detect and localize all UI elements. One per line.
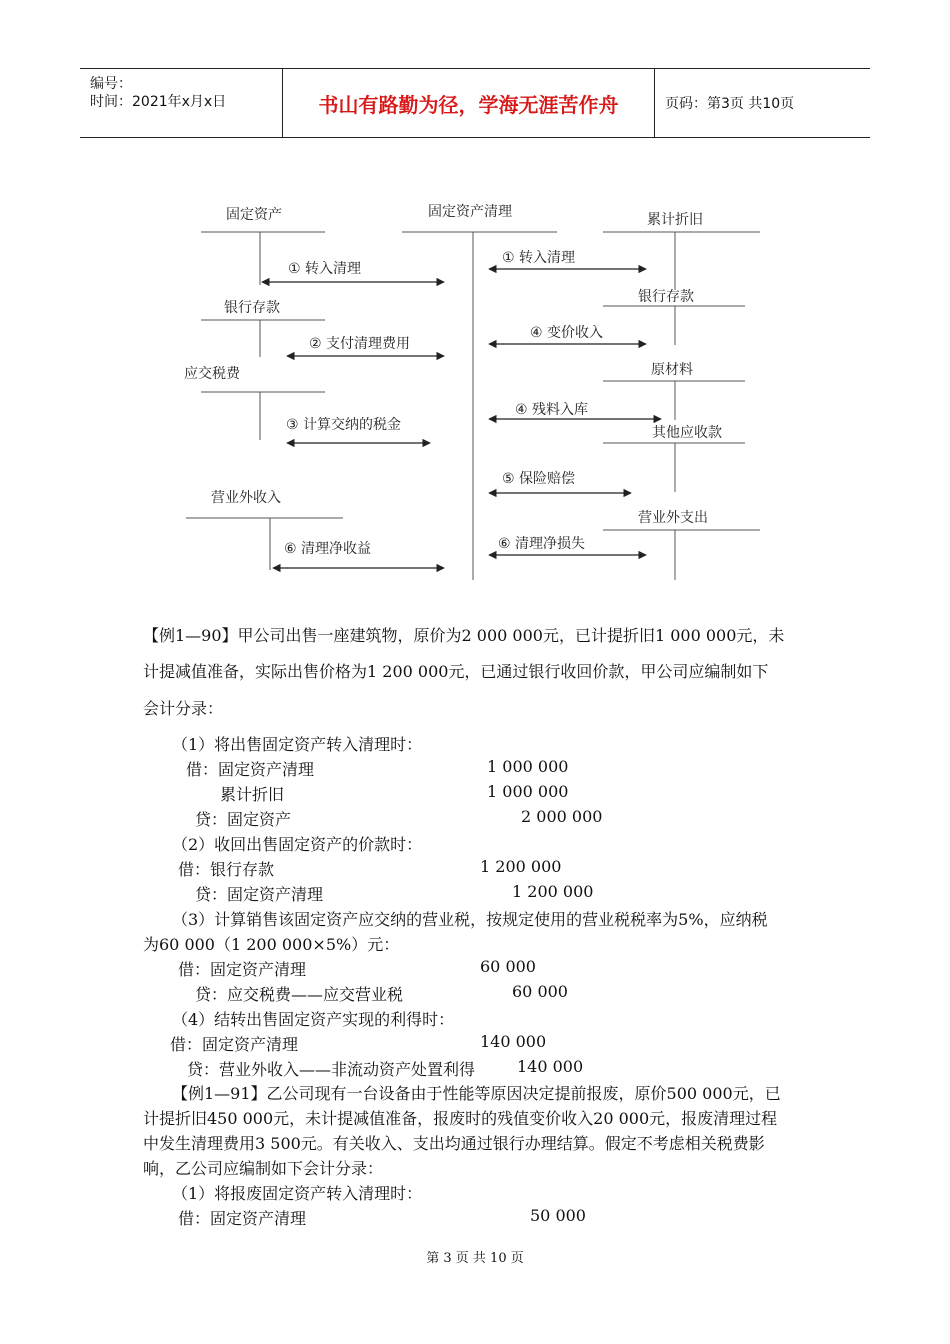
document-number: 编号： — [90, 76, 132, 92]
ex90-s4-credit1: 贷：营业外收入——非流动资产处置利得 — [187, 1060, 476, 1079]
document-date: 时间：2021年x月x日 — [90, 94, 227, 110]
ex90-s3-debit1: 借：固定资产清理 — [178, 960, 307, 979]
flow-label-4b: ④ 残料入库 — [515, 402, 589, 418]
ex90-step2: （2）收回出售固定资产的价款时： — [172, 835, 423, 854]
label-tax-payable: 应交税费 — [184, 366, 240, 382]
flow-label-6-left: ⑥ 清理净收益 — [284, 541, 372, 557]
label-raw-materials: 原材料 — [651, 362, 693, 378]
clearing-flow-diagram — [0, 0, 950, 600]
ex90-step3: （3）计算销售该固定资产应交纳的营业税，按规定使用的营业税税率为5%，应纳税 — [172, 910, 768, 929]
ex90-s1-credit1: 贷：固定资产 — [195, 810, 292, 829]
ex90-s4-debit1-amount: 140 000 — [480, 1032, 547, 1051]
label-bank-left: 银行存款 — [224, 300, 280, 316]
ex91-line2: 计提折旧450 000元，未计提减值准备，报废时的残值变价收入20 000元，报废清理过程 — [143, 1109, 778, 1128]
label-bank-right: 银行存款 — [638, 289, 694, 305]
flow-label-3: ③ 计算交纳的税金 — [286, 417, 402, 433]
ex90-s2-debit1: 借：银行存款 — [178, 860, 275, 879]
ex90-line1: 【例1—90】甲公司出售一座建筑物，原价为2 000 000元，已计提折旧1 000 000元，未 — [143, 626, 785, 645]
flow-label-6-right: ⑥ 清理净损失 — [498, 536, 586, 552]
ex90-s1-debit2: 累计折旧 — [220, 785, 285, 804]
label-clearing: 固定资产清理 — [428, 204, 512, 220]
ex90-s4-debit1: 借：固定资产清理 — [170, 1035, 299, 1054]
ex91-s1-debit1: 借：固定资产清理 — [178, 1209, 307, 1228]
ex90-s2-credit1-amount: 1 200 000 — [512, 882, 594, 901]
ex91-s1-debit1-amount: 50 000 — [530, 1206, 586, 1225]
ex90-step1: （1）将出售固定资产转入清理时： — [172, 735, 423, 754]
label-nonop-expense: 营业外支出 — [638, 510, 708, 526]
ex90-s2-credit1: 贷：固定资产清理 — [195, 885, 324, 904]
header-motto: 书山有路勤为径，学海无涯苦作舟 — [283, 69, 655, 137]
ex91-line4: 响，乙公司应编制如下会计分录： — [143, 1159, 384, 1178]
ex90-s2-debit1-amount: 1 200 000 — [480, 857, 562, 876]
ex90-step3-cont: 为60 000（1 200 000×5%）元： — [143, 935, 400, 954]
label-nonop-income: 营业外收入 — [211, 490, 281, 506]
ex90-line3: 会计分录： — [143, 699, 224, 718]
header-page-number: 页码：第3页 共10页 — [665, 96, 795, 112]
ex90-s3-credit1: 贷：应交税费——应交营业税 — [195, 985, 404, 1004]
flow-label-1-right: ① 转入清理 — [502, 250, 576, 266]
flow-label-4a: ④ 变价收入 — [530, 325, 604, 341]
page-footer: 第 3 页 共 10 页 — [426, 1251, 524, 1266]
ex91-line3: 中发生清理费用3 500元。有关收入、支出均通过银行办理结算。假定不考虑相关税费影 — [143, 1134, 765, 1153]
flow-label-1-left: ① 转入清理 — [288, 261, 362, 277]
ex90-s1-debit1: 借：固定资产清理 — [186, 760, 315, 779]
label-accum-depr: 累计折旧 — [647, 212, 703, 228]
ex90-s1-credit1-amount: 2 000 000 — [521, 807, 603, 826]
label-fixed-assets: 固定资产 — [226, 207, 282, 223]
ex90-line2: 计提减值准备，实际出售价格为1 200 000元，已通过银行收回价款，甲公司应编制如下 — [143, 662, 769, 681]
label-other-receivables: 其他应收款 — [652, 425, 722, 441]
flow-label-2: ② 支付清理费用 — [309, 336, 411, 352]
flow-label-5: ⑤ 保险赔偿 — [502, 471, 576, 487]
ex90-s1-debit2-amount: 1 000 000 — [487, 782, 569, 801]
ex91-step1: （1）将报废固定资产转入清理时： — [172, 1184, 423, 1203]
ex90-s1-debit1-amount: 1 000 000 — [487, 757, 569, 776]
ex90-s3-debit1-amount: 60 000 — [480, 957, 536, 976]
ex90-s4-credit1-amount: 140 000 — [517, 1057, 584, 1076]
ex90-s3-credit1-amount: 60 000 — [512, 982, 568, 1001]
ex91-line1: 【例1—91】乙公司现有一台设备由于性能等原因决定提前报废，原价500 000元，已 — [172, 1084, 781, 1103]
ex90-step4: （4）结转出售固定资产实现的利得时： — [172, 1010, 455, 1029]
